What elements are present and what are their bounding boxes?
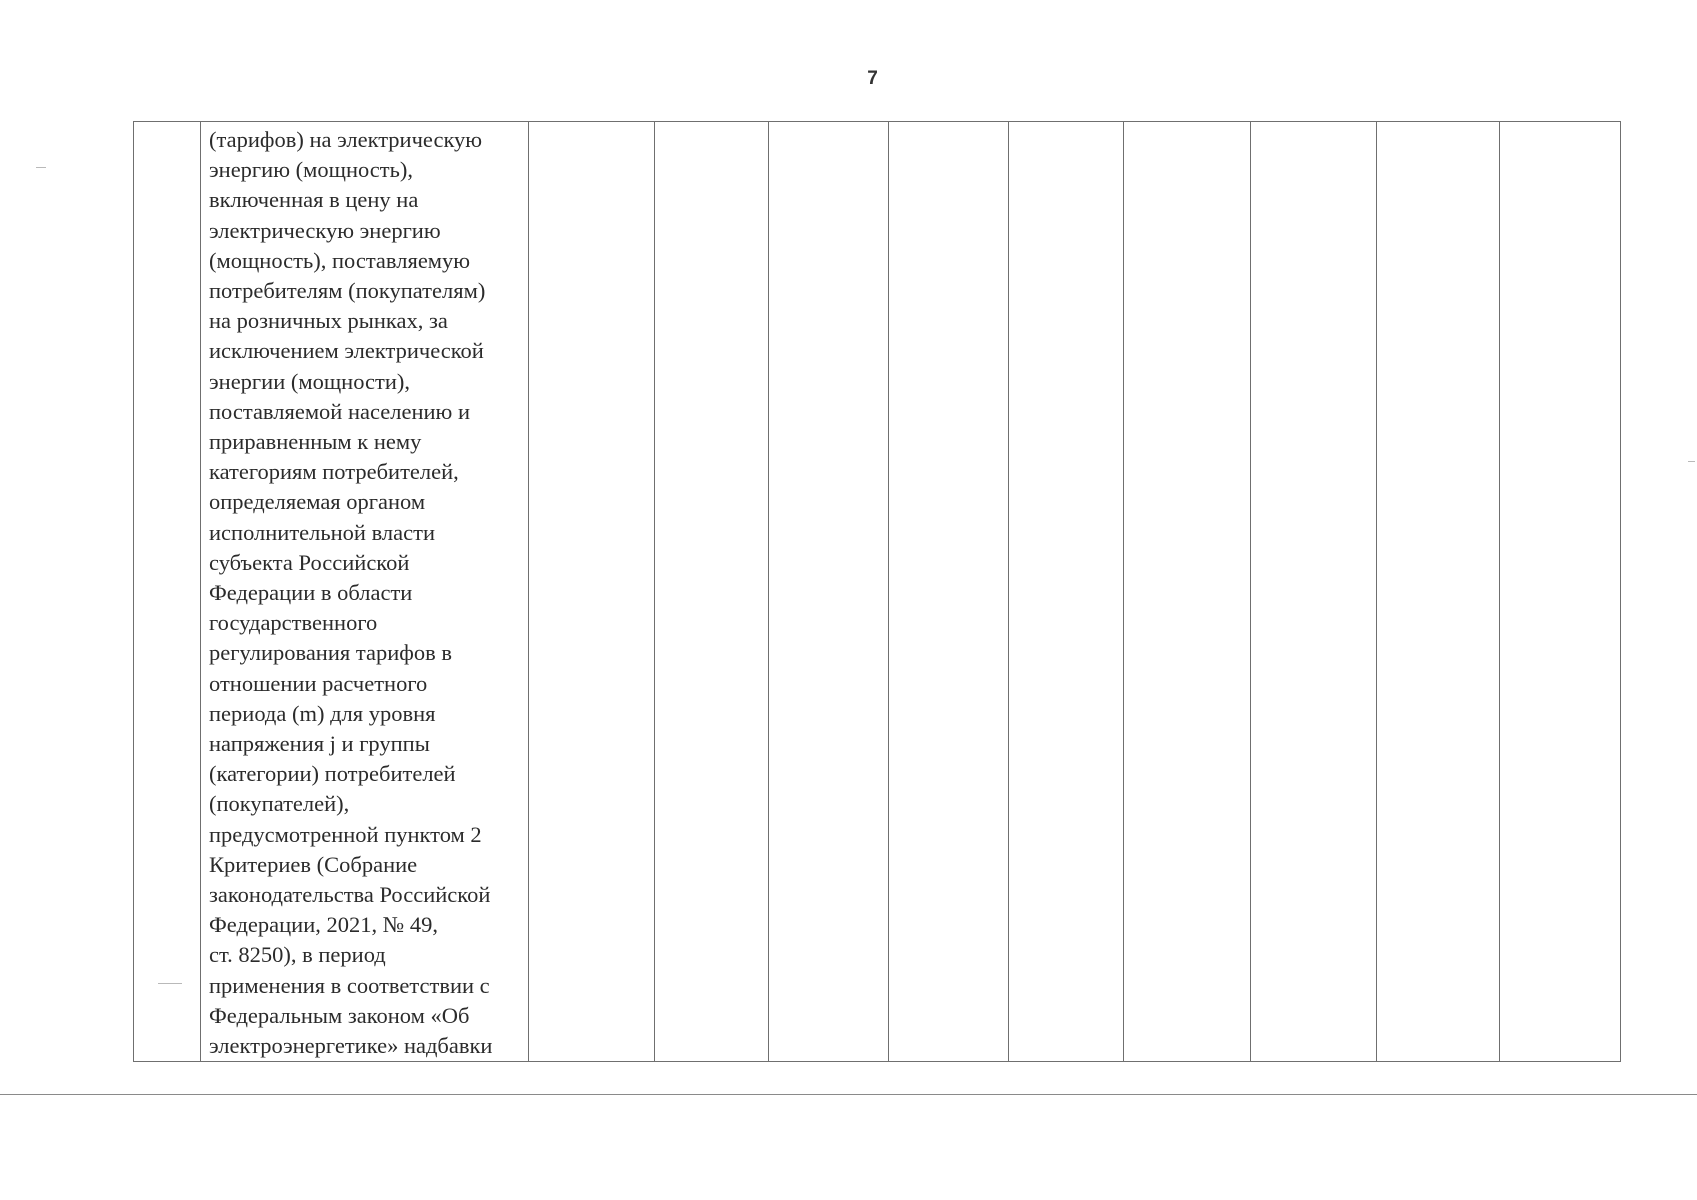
page-number: 7 <box>867 68 878 89</box>
description-line: энергию (мощность), <box>209 157 413 183</box>
empty-value-cell <box>769 122 889 1062</box>
empty-value-cell <box>655 122 769 1062</box>
empty-value-cell <box>1124 122 1251 1062</box>
description-line: определяемая органом <box>209 489 426 515</box>
description-line: Федерации в области <box>209 580 413 606</box>
description-line: законодательства Российской <box>209 882 491 908</box>
document-table <box>133 121 1621 1062</box>
description-line: периода (m) для уровня <box>209 700 436 726</box>
empty-value-cell <box>1251 122 1377 1062</box>
description-line: напряжения j и группы <box>209 731 430 757</box>
description-line: энергии (мощности), <box>209 368 411 394</box>
empty-value-cell <box>889 122 1009 1062</box>
empty-value-cell <box>529 122 655 1062</box>
description-cell <box>201 122 529 1062</box>
description-line: применения в соответствии с <box>209 972 490 998</box>
description-line: Федерации, 2021, № 49, <box>209 912 438 938</box>
description-line: включенная в цену на <box>209 187 419 213</box>
description-line: поставляемой населению и <box>209 398 471 424</box>
table-row <box>134 122 1621 1062</box>
description-line: Федеральным законом «Об <box>209 1002 470 1028</box>
description-line: на розничных рынках, за <box>209 308 448 334</box>
description-line: потребителям (покупателям) <box>209 278 486 304</box>
row-number-cell <box>134 122 201 1062</box>
description-line: электроэнергетике» надбавки <box>209 1033 493 1059</box>
description-line: электрическую энергию <box>209 217 441 243</box>
empty-value-cell <box>1009 122 1124 1062</box>
description-line: (мощность), поставляемую <box>209 247 471 273</box>
scan-artifact <box>1688 461 1695 462</box>
description-line: государственного <box>209 610 378 636</box>
description-line: ст. 8250), в период <box>209 942 386 968</box>
description-line: субъекта Российской <box>209 549 410 575</box>
description-line: отношении расчетного <box>209 670 428 696</box>
description-line: регулирования тарифов в <box>209 640 452 666</box>
scan-artifact <box>158 983 182 984</box>
description-line: категориям потребителей, <box>209 459 459 485</box>
description-line: предусмотренной пунктом 2 <box>209 821 482 847</box>
scan-artifact <box>36 167 46 168</box>
description-line: приравненным к нему <box>209 429 422 455</box>
empty-value-cell <box>1500 122 1621 1062</box>
page-bottom-divider <box>0 1094 1697 1095</box>
description-line: (категории) потребителей <box>209 761 456 787</box>
empty-value-cell <box>1377 122 1500 1062</box>
description-line: (покупателей), <box>209 791 350 817</box>
description-line: исключением электрической <box>209 338 484 364</box>
description-line: исполнительной власти <box>209 519 435 545</box>
description-line: Критериев (Собрание <box>209 851 418 877</box>
description-line: (тарифов) на электрическую <box>209 127 483 152</box>
